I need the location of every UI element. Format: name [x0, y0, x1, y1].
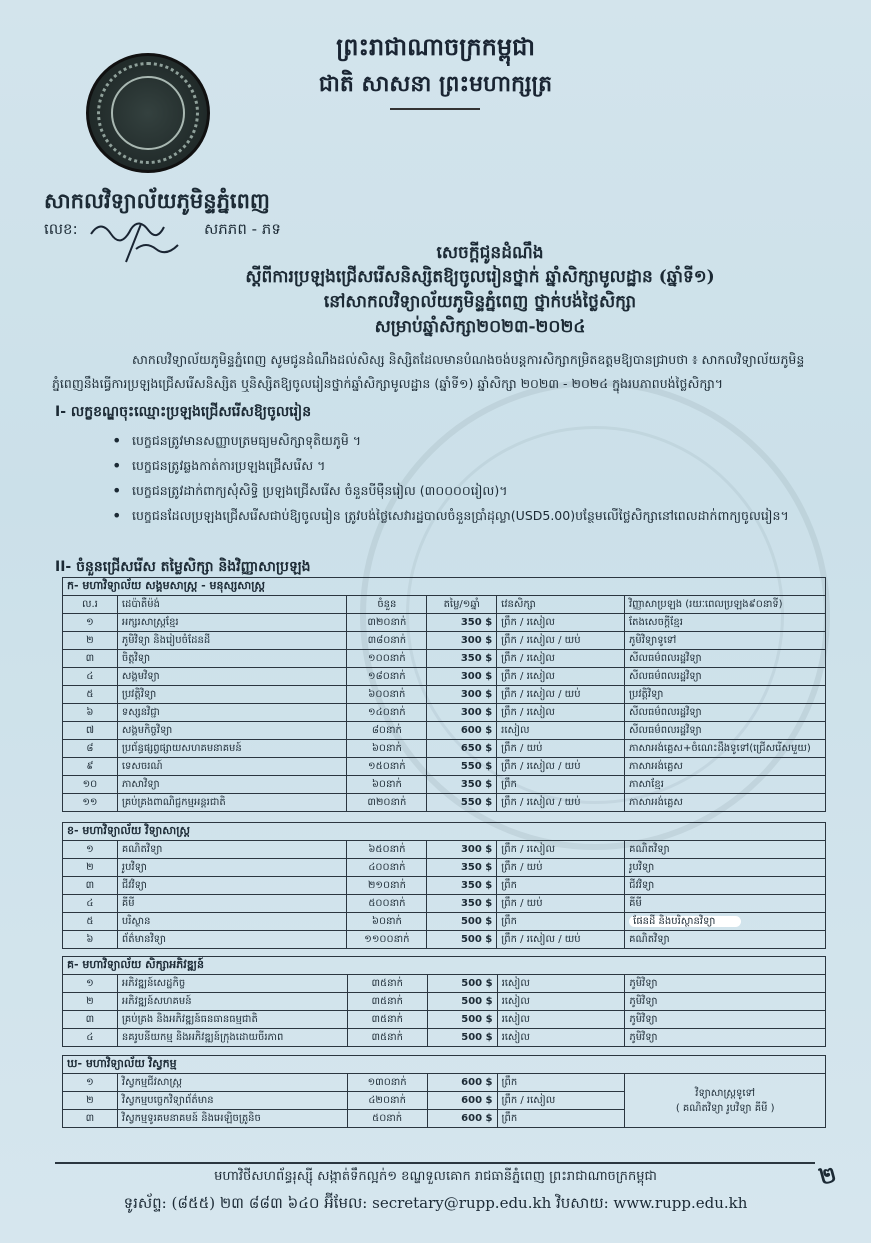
table-row [63, 686, 826, 704]
study-shift: ព្រឹក / រសៀល / យប់ [497, 686, 625, 704]
seat-count: ៦៥០នាក់ [347, 841, 427, 859]
study-shift: រសៀល [497, 1029, 625, 1047]
annual-fee: 350 $ [427, 895, 497, 913]
study-shift: ព្រឹក [497, 913, 625, 931]
exam-subject: ភូមិវិទ្យា [625, 993, 826, 1011]
exam-subject-line1: វិទ្យាសាស្ត្រទូទៅ [695, 1087, 756, 1099]
table-row [63, 704, 826, 722]
requirement-item: • បេក្ខជនត្រូវមានសញ្ញាបត្រមធ្យមសិក្សាទុតិយភូមិ ។ [110, 428, 830, 453]
department-name: គណិតវិទ្យា [117, 841, 347, 859]
exam-subject: សីលធម៌ពលរដ្ឋវិទ្យា [625, 650, 826, 668]
table-row [63, 877, 826, 895]
annual-fee: 300 $ [427, 668, 497, 686]
row-number: ៣ [63, 1011, 118, 1029]
exam-subject-line2: ( គណិតវិទ្យា រូបវិទ្យា គីមី ) [675, 1102, 775, 1114]
table-row [63, 632, 826, 650]
department-name: ប្រព័ន្ធផ្សព្វផ្សាយសហគមនាគមន៍ [117, 740, 347, 758]
annual-fee: 550 $ [427, 794, 497, 812]
table-row [63, 614, 826, 632]
study-shift: ព្រឹក / យប់ [497, 859, 625, 877]
row-number: ៣ [63, 1110, 118, 1128]
section-heading-requirements: I- លក្ខខណ្ឌចុះឈ្មោះប្រឡងជ្រើសរើសឱ្យចូលរៀន [55, 404, 312, 420]
annual-fee: 500 $ [427, 1029, 497, 1047]
study-shift: រសៀល [497, 722, 625, 740]
study-shift: ព្រឹក / រសៀល [497, 704, 625, 722]
department-name: ប្រវត្តិវិទ្យា [117, 686, 347, 704]
intro-paragraph: សាកលវិទ្យាល័យភូមិន្ទភ្នំពេញ សូមជូនដំណឹងដល់សិស្ស និស្សិតដែលមានបំណងចង់បន្តការសិក្សាកម្រិតឧត្តមឱ្យបានជ្រាបថា ៖ សាកលវិទ្យាល័យភូមិន្ទភ្នំពេញនឹងធ្វើការប្រឡងជ្រើសរើសនិស្សិត ឬនិស្សិតឱ្យចូលរៀនថ្នាក់ឆ្នាំសិក្សាមូលដ្ឋាន (ឆ្នាំទី១) ឆ្នាំសិក្សា ២០២៣ - ២០២៤ ក្នុងរបភាពបង់ថ្លៃសិក្សា។ [52, 352, 805, 391]
seat-count: ២១០នាក់ [347, 877, 427, 895]
seat-count: ៦០០នាក់ [347, 686, 427, 704]
exam-subject: ជីវវិទ្យា [625, 877, 826, 895]
row-number: ១០ [63, 776, 118, 794]
study-shift: ព្រឹក / រសៀល [497, 668, 625, 686]
exam-subject: ភាសាអង់គ្លេស [625, 794, 826, 812]
department-name: ភាសាវិទ្យា [117, 776, 347, 794]
seat-count: ៦០នាក់ [347, 740, 427, 758]
study-shift: ព្រឹក [497, 877, 625, 895]
row-number: ៨ [63, 740, 118, 758]
study-shift: ព្រឹក / រសៀល [497, 841, 625, 859]
notice-subject-line2: នៅសាកលវិទ្យាល័យភូមិន្ទភ្នំពេញ ថ្នាក់បង់ថ្លៃសិក្សា [323, 292, 637, 312]
seat-count: ៣៥នាក់ [347, 993, 427, 1011]
exam-subject-merged [625, 1074, 826, 1128]
annual-fee: 350 $ [427, 877, 497, 895]
study-shift: ព្រឹក [497, 1074, 625, 1092]
column-header: តម្លៃ/១ឆ្នាំ [427, 596, 497, 614]
table-row [63, 740, 826, 758]
study-shift: ព្រឹក / រសៀល [497, 614, 625, 632]
seat-count: ៥០០នាក់ [347, 895, 427, 913]
seat-count: ៤០០នាក់ [347, 859, 427, 877]
seat-count: ៣៥នាក់ [347, 1029, 427, 1047]
department-name: គ្រប់គ្រង និងអភិវឌ្ឍន៍ធនធានធម្មជាតិ [117, 1011, 347, 1029]
requirements-list [110, 428, 830, 528]
seat-count: ៥០នាក់ [347, 1110, 427, 1128]
row-number: ៦ [63, 704, 118, 722]
row-number: ៤ [63, 668, 118, 686]
exam-subject: ភាសាអង់គ្លេស [625, 758, 826, 776]
annual-fee: 600 $ [427, 1110, 497, 1128]
table-row [63, 895, 826, 913]
seat-count: ៣៨០នាក់ [347, 632, 427, 650]
row-number: ២ [63, 859, 118, 877]
row-number: ៤ [63, 895, 118, 913]
study-shift: ព្រឹក / រសៀល [497, 650, 625, 668]
study-shift: រសៀល [497, 975, 625, 993]
page-mark: ២ [816, 1162, 840, 1191]
faculty-group-title: ក- មហាវិទ្យាល័យ សង្គមសាស្ត្រ - មនុស្សសាស្ត្រ [63, 578, 826, 596]
requirement-item: • បេក្ខជនត្រូវដាក់ពាក្យសុំសិទ្ធិ ប្រឡងជ្រើសរើស ចំនួនបីម៉ឺនរៀល (៣០០០០រៀល)។ [110, 478, 830, 503]
row-number: ៣ [63, 650, 118, 668]
column-header: ដេប៉ាតឺម៉ង់ [117, 596, 347, 614]
issuing-university: សាកលវិទ្យាល័យភូមិន្ទភ្នំពេញ [44, 188, 270, 213]
study-shift: ព្រឹក [497, 776, 625, 794]
seat-count: ១១០០នាក់ [347, 931, 427, 949]
exam-subject: តែងសេចក្តីខ្មែរ [625, 614, 826, 632]
ornament-divider [390, 108, 480, 110]
department-name: សង្គមកិច្ចវិទ្យា [117, 722, 347, 740]
table-row [63, 993, 826, 1011]
reference-number [44, 220, 281, 242]
row-number: ១១ [63, 794, 118, 812]
study-shift: ព្រឹក / រសៀល / យប់ [497, 758, 625, 776]
study-shift: ព្រឹក / យប់ [497, 740, 625, 758]
annual-fee: 550 $ [427, 758, 497, 776]
exam-subject: ភូមិវិទ្យា [625, 1029, 826, 1047]
row-number: ១ [63, 1074, 118, 1092]
department-name: វិស្វកម្មជីវសាស្ត្រ [117, 1074, 347, 1092]
row-number: ៥ [63, 913, 118, 931]
department-name: គីមី [117, 895, 347, 913]
annual-fee: 500 $ [427, 975, 497, 993]
exam-subject: ភាសាអង់គ្លេស+ចំណេះដឹងទូទៅ(ជ្រើសរើសមួយ) [625, 740, 826, 758]
department-name: សង្គមវិទ្យា [117, 668, 347, 686]
column-header: វិញ្ញាសាប្រឡង (រយៈពេលប្រឡង៩០នាទី) [625, 596, 826, 614]
department-name: វិស្វកម្មទូរគមនាគមន៍ និងអេឡិចត្រូនិច [117, 1110, 347, 1128]
seat-count: ៣៥នាក់ [347, 975, 427, 993]
department-name: អភិវឌ្ឍន៍សេដ្ឋកិច្ច [117, 975, 347, 993]
seat-count: ១០០នាក់ [347, 650, 427, 668]
table-row [63, 931, 826, 949]
reference-label: លេខ: [44, 220, 78, 238]
study-shift: ព្រឹក / រសៀល [497, 1092, 625, 1110]
annual-fee: 300 $ [427, 704, 497, 722]
department-name: រូបវិទ្យា [117, 859, 347, 877]
table-row [63, 758, 826, 776]
kingdom-heading: ព្រះរាជាណាចក្រកម្ពុជា [336, 32, 535, 61]
exam-subject: សីលធម៌ពលរដ្ឋវិទ្យា [625, 704, 826, 722]
department-name: អភិវឌ្ឍន៍សហគមន៍ [117, 993, 347, 1011]
table-row [63, 668, 826, 686]
row-number: ១ [63, 841, 118, 859]
department-name: ព័ត៌មានវិទ្យា [117, 931, 347, 949]
row-number: ២ [63, 993, 118, 1011]
seat-count: ៣២០នាក់ [347, 614, 427, 632]
exam-subject: ភូមិវិទ្យាទូទៅ [625, 632, 826, 650]
row-number: ៤ [63, 1029, 118, 1047]
department-name: គ្រប់គ្រងពាណិជ្ជកម្មអន្តរជាតិ [117, 794, 347, 812]
exam-subject: រូបវិទ្យា [625, 859, 826, 877]
requirement-item: • បេក្ខជនដែលប្រឡងជ្រើសរើសជាប់ឱ្យចូលរៀន ត្រូវបង់ថ្លៃសេវារដ្ឋបាលចំនួនប្រាំដុល្លា(USD5.00)បន្ថែមលើថ្លៃសិក្សានៅពេលដាក់ពាក្យចូលរៀន។ [110, 503, 830, 528]
seat-count: ៦០នាក់ [347, 776, 427, 794]
section-heading-quota: II- ចំនួនជ្រើសរើស តម្លៃសិក្សា និងវិញ្ញាសាប្រឡង [55, 559, 311, 575]
column-header: ល.រ [63, 596, 118, 614]
seat-count: ៤២០នាក់ [347, 1092, 427, 1110]
department-name: បរិស្ថាន [117, 913, 347, 931]
seat-count: ៨០នាក់ [347, 722, 427, 740]
exam-subject: គណិតវិទ្យា [625, 841, 826, 859]
department-name: ភូមិវិទ្យា និងរៀបចំដែនដី [117, 632, 347, 650]
faculty-table-social-sciences [62, 577, 826, 812]
row-number: ២ [63, 1092, 118, 1110]
row-number: ៥ [63, 686, 118, 704]
study-shift: ព្រឹក / យប់ [497, 895, 625, 913]
exam-subject [625, 913, 826, 931]
annual-fee: 350 $ [427, 776, 497, 794]
row-number: ៩ [63, 758, 118, 776]
table-row [63, 1074, 826, 1092]
table-row [63, 975, 826, 993]
annual-fee: 500 $ [427, 993, 497, 1011]
seat-count: ១៥០នាក់ [347, 758, 427, 776]
faculty-group-title: គ- មហាវិទ្យាល័យ សិក្សាអភិវឌ្ឍន៍ [63, 957, 826, 975]
department-name: វិស្វកម្មបច្ចេកវិទ្យាព័ត៌មាន [117, 1092, 347, 1110]
row-number: ១ [63, 614, 118, 632]
annual-fee: 500 $ [427, 931, 497, 949]
notice-title: សេចក្តីជូនដំណឹង [436, 243, 544, 263]
annual-fee: 600 $ [427, 1074, 497, 1092]
table-row [63, 841, 826, 859]
seat-count: ១៨០នាក់ [347, 668, 427, 686]
department-name: ចិត្តវិទ្យា [117, 650, 347, 668]
row-number: ២ [63, 632, 118, 650]
annual-fee: 600 $ [427, 1092, 497, 1110]
department-name: ជីវវិទ្យា [117, 877, 347, 895]
table-row [63, 913, 826, 931]
study-shift: រសៀល [497, 1011, 625, 1029]
study-shift: ព្រឹក [497, 1110, 625, 1128]
column-header: ចំនួន [347, 596, 427, 614]
exam-subject: ភាសាខ្មែរ [625, 776, 826, 794]
annual-fee: 350 $ [427, 614, 497, 632]
study-shift: រសៀល [497, 993, 625, 1011]
exam-subject: សីលធម៌ពលរដ្ឋវិទ្យា [625, 722, 826, 740]
footer-divider [55, 1162, 815, 1164]
annual-fee: 500 $ [427, 1011, 497, 1029]
footer-address: មហាវិថីសហព័ន្ធរុស្ស៊ី សង្កាត់ទឹកល្អក់១ ខណ្ឌទួលគោក រាជធានីភ្នំពេញ ព្រះរាជាណាចក្រកម្ពុជា [214, 1169, 657, 1184]
study-shift: ព្រឹក / រសៀល / យប់ [497, 632, 625, 650]
seat-count: ១៣០នាក់ [347, 1074, 427, 1092]
exam-subject: ភូមិវិទ្យា [625, 1011, 826, 1029]
table-row [63, 776, 826, 794]
seat-count: ៣២០នាក់ [347, 794, 427, 812]
table-row [63, 1011, 826, 1029]
footer-contact: ទូរស័ព្ទ: (៨៥៥) ២៣ ៨៨៣ ៦៤០ អ៊ីមែល: secretary@rupp.edu.kh វិបសាយ: www.rupp.edu.kh [123, 1194, 748, 1212]
faculty-table-development-studies [62, 956, 826, 1047]
table-row [63, 722, 826, 740]
faculty-group-title: ឃ- មហាវិទ្យាល័យ វិស្វកម្ម [63, 1056, 826, 1074]
faculty-group-title: ខ- មហាវិទ្យាល័យ វិទ្យាសាស្ត្រ [63, 823, 826, 841]
requirement-item: • បេក្ខជនត្រូវឆ្លងកាត់ការប្រឡងជ្រើសរើស ។ [110, 453, 830, 478]
annual-fee: 300 $ [427, 632, 497, 650]
annual-fee: 350 $ [427, 859, 497, 877]
annual-fee: 500 $ [427, 913, 497, 931]
seat-count: ៣៥នាក់ [347, 1011, 427, 1029]
seat-count: ៦០នាក់ [347, 913, 427, 931]
column-header: វេនសិក្សា [497, 596, 625, 614]
seat-count: ១៤០នាក់ [347, 704, 427, 722]
exam-subject: សីលធម៌ពលរដ្ឋវិទ្យា [625, 668, 826, 686]
notice-subject-line1: ស្តីពីការប្រឡងជ្រើសរើសនិស្សិតឱ្យចូលរៀនថ្នាក់ ឆ្នាំសិក្សាមូលដ្ឋាន (ឆ្នាំទី១) [245, 267, 715, 287]
table-row [63, 1029, 826, 1047]
row-number: ៦ [63, 931, 118, 949]
table-row [63, 794, 826, 812]
faculty-table-engineering [62, 1055, 826, 1128]
table-row [63, 859, 826, 877]
exam-subject: គីមី [625, 895, 826, 913]
annual-fee: 600 $ [427, 722, 497, 740]
exam-subject: ភូមិវិទ្យា [625, 975, 826, 993]
table-row [63, 650, 826, 668]
study-shift: ព្រឹក / រសៀល / យប់ [497, 794, 625, 812]
department-name: នគរូបនីយកម្ម និងអភិវឌ្ឍន៍ក្រុងដោយចីរភាព [117, 1029, 347, 1047]
exam-subject-highlight: ផែនដី និងបរិស្ថានវិទ្យា [629, 916, 741, 927]
department-name: ទស្សនវិជ្ជា [117, 704, 347, 722]
faculty-table-science [62, 822, 826, 949]
exam-subject: គណិតវិទ្យា [625, 931, 826, 949]
department-name: អក្សរសាស្ត្រខ្មែរ [117, 614, 347, 632]
row-number: ៣ [63, 877, 118, 895]
notice-subject-line3: សម្រាប់ឆ្នាំសិក្សា២០២៣-២០២៤ [374, 317, 586, 337]
study-shift: ព្រឹក / រសៀល / យប់ [497, 931, 625, 949]
row-number: ១ [63, 975, 118, 993]
annual-fee: 300 $ [427, 841, 497, 859]
annual-fee: 300 $ [427, 686, 497, 704]
handwritten-number [86, 214, 186, 264]
row-number: ៧ [63, 722, 118, 740]
national-motto: ជាតិ សាសនា ព្រះមហាក្សត្រ [318, 71, 553, 97]
reference-code: សភភព - ភទ [204, 220, 281, 238]
exam-subject: ប្រវត្តិវិទ្យា [625, 686, 826, 704]
department-name: ទេសចរណ៍ [117, 758, 347, 776]
annual-fee: 350 $ [427, 650, 497, 668]
annual-fee: 650 $ [427, 740, 497, 758]
